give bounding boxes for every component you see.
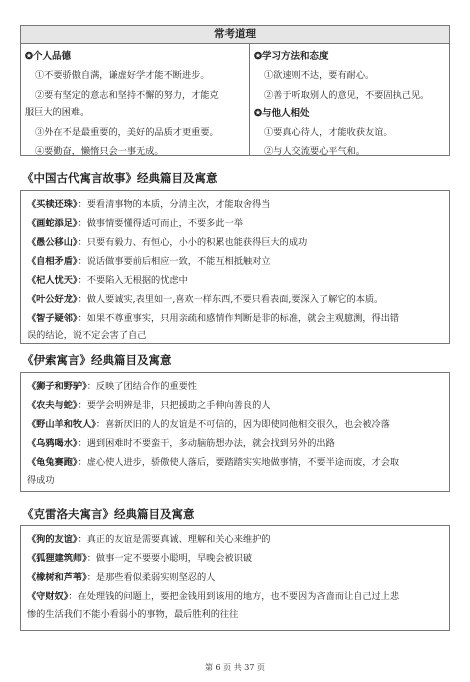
page-footer: 第 6 页 共 37 页 bbox=[205, 663, 265, 672]
list-item: ①要真心待人，才能收获友谊。 bbox=[264, 127, 393, 138]
section-title-aesop-fables: 《伊索寓言》经典篇目及寓意 bbox=[22, 353, 172, 367]
list-item: 《乌鸦喝水》：遇到困难时不要蛮干，多动脑筋想办法，就会找到另外的出路 bbox=[27, 438, 335, 449]
table-body bbox=[21, 44, 449, 155]
list-item: 《狐狸建筑师》：做事一定不要要小聪明，早晚会被识破 bbox=[27, 553, 253, 564]
list-item: 《农夫与蛇》：要学会明辨是非，只把援助之手伸向善良的人 bbox=[27, 400, 271, 411]
heading-learning-methods: ✪学习方法和态度 bbox=[254, 51, 329, 62]
list-item: 《杞人忧天》：不要陷入无根据的忧虑中 bbox=[27, 275, 188, 286]
section-title-krylov-fables: 《克雷洛夫寓言》经典篇目及寓意 bbox=[22, 507, 195, 521]
list-item: 《橡树和芦苇》：是那些看似柔弱实则坚忍的人 bbox=[27, 572, 216, 583]
table-right-column bbox=[250, 44, 449, 155]
list-item: 《狮子和野驴》：反映了团结合作的重要性 bbox=[27, 381, 197, 392]
list-item: 服巨大的困难。 bbox=[25, 107, 90, 118]
list-item: ①不要骄傲自满，谦虚好学才能不断进步。 bbox=[35, 70, 210, 81]
list-item: ④要勤奋，懒惰只会一事无成。 bbox=[35, 146, 164, 157]
bullet-icon: ✪ bbox=[25, 51, 33, 62]
section-box-aesop-fables bbox=[20, 372, 450, 492]
list-item: ②要有坚定的意志和坚持不懈的努力，才能克 bbox=[35, 90, 219, 101]
list-item: 《智子疑邻》：如果不尊重事实，只用亲疏和感情作判断是非的标准，就会主观臆测，得出错 bbox=[27, 313, 400, 324]
heading-getting-along: ✪与他人相处 bbox=[254, 108, 310, 119]
section-title-chinese-fables: 《中国古代寓言故事》经典篇目及寓意 bbox=[22, 171, 218, 185]
list-item: ②善于听取别人的意见，不要固执己见。 bbox=[264, 90, 430, 101]
table-left-column bbox=[21, 44, 250, 155]
list-item: 误的结论，说不定会害了自己 bbox=[27, 330, 147, 341]
list-item: 《买椟还珠》：要看清事物的本质，分清主次，才能取舍得当 bbox=[27, 199, 271, 210]
bullet-icon: ✪ bbox=[254, 51, 262, 62]
list-item: ①欲速则不达，要有耐心。 bbox=[264, 70, 375, 81]
list-item: 《自相矛盾》：说话做事要前后相应一致，不能互相抵触对立 bbox=[27, 256, 271, 267]
list-item: 《画蛇添足》：做事情要懂得适可而止，不要多此一举 bbox=[27, 218, 243, 229]
list-item: 《野山羊和牧人》：喜新厌旧的人的友谊是不可信的，因为即使同他相交很久，也会被冷落 bbox=[27, 419, 390, 430]
list-item: 《龟兔赛跑》：虚心使人进步，骄傲使人落后，要踏踏实实地做事情，不要半途而废，才会取 bbox=[27, 457, 400, 468]
common-principles-table bbox=[20, 25, 450, 156]
list-item: ②与人交流要心平气和。 bbox=[264, 146, 366, 157]
heading-personal-morality: ✪个人品德 bbox=[25, 51, 71, 62]
list-item: 得成功 bbox=[27, 475, 55, 486]
list-item: 《守财奴》：在处理钱的问题上，要把金钱用到该用的地方，也不要因为吝啬而让自己过上悲 bbox=[27, 591, 400, 602]
section-box-chinese-fables bbox=[20, 190, 450, 344]
list-item: ③外在不是最重要的，美好的品质才更重要。 bbox=[35, 127, 219, 138]
list-item: 《愚公移山》：只要有毅力、有恒心，小小的积累也能获得巨大的成功 bbox=[27, 237, 308, 248]
list-item: 《狗的友谊》：真正的友谊是需要真诚、理解和关心来维护的 bbox=[27, 534, 271, 545]
table-header: 常考道理 bbox=[21, 26, 449, 44]
section-box-krylov-fables bbox=[20, 525, 450, 631]
bullet-icon: ✪ bbox=[254, 108, 262, 119]
list-item: 惨的生活我们不能小看弱小的事物，最后胜利的往往 bbox=[27, 609, 239, 620]
list-item: 《叶公好龙》：做人要诚实,表里如一,喜欢一样东西,不要只看表面,要深入了解它的本质。 bbox=[27, 294, 384, 305]
